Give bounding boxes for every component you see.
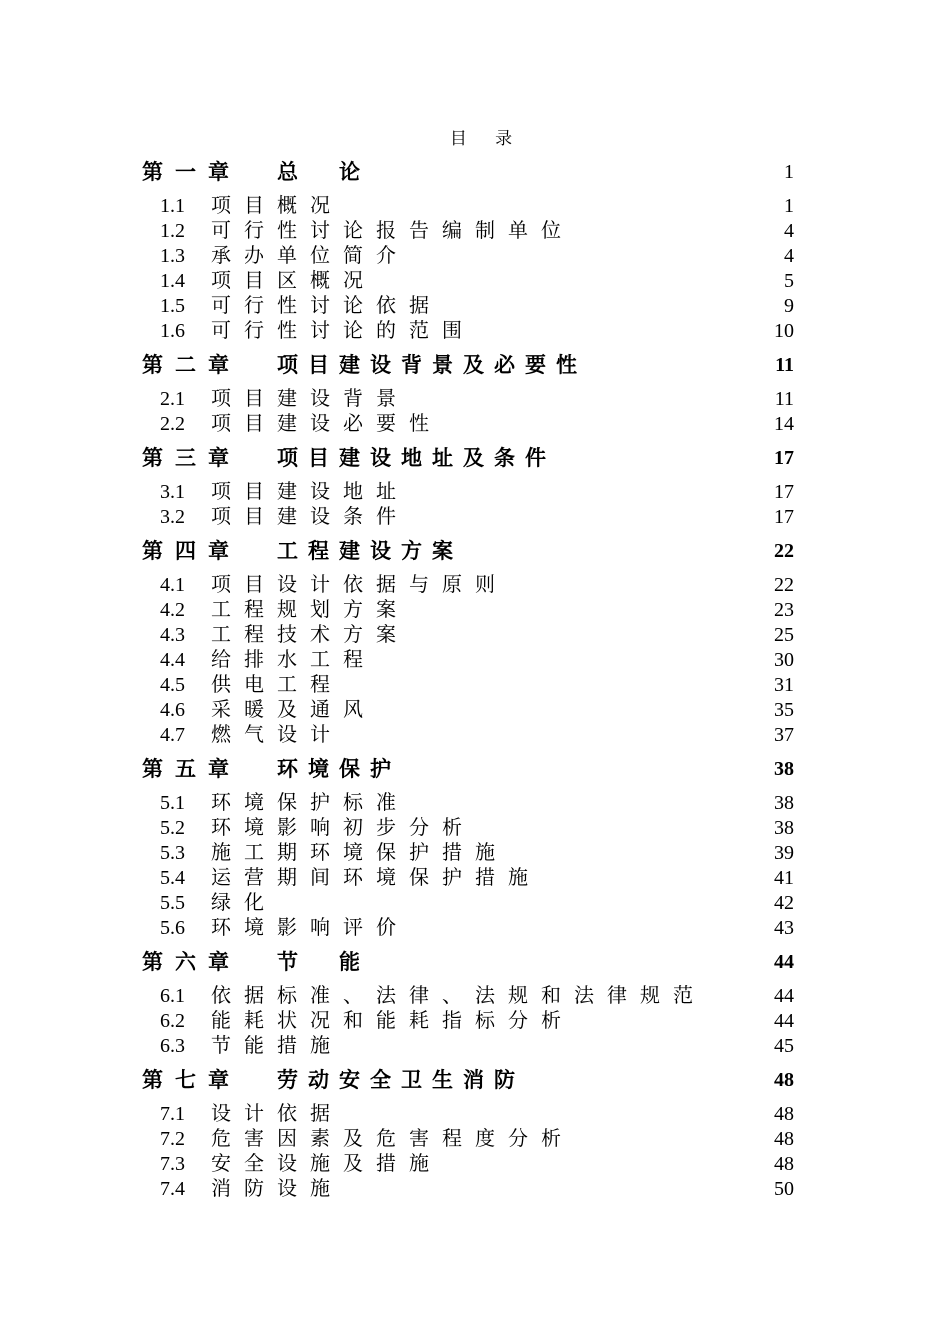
chapter-page-number: 1 (784, 161, 794, 183)
toc-entry[interactable] (0, 480, 950, 505)
table-of-contents (0, 155, 950, 1206)
section-page-number: 35 (774, 699, 794, 721)
chapter-number: 第一章 (142, 160, 241, 184)
section-number: 5.6 (160, 917, 185, 939)
section-number: 5.4 (160, 867, 185, 889)
section-page-number: 39 (774, 842, 794, 864)
chapter-heading[interactable] (0, 752, 950, 786)
section-title: 节能措施 (211, 1035, 343, 1057)
section-number: 3.2 (160, 506, 185, 528)
section-title: 运营期间环境保护措施 (211, 867, 541, 889)
section-title: 设计依据 (211, 1103, 343, 1125)
chapter-number: 第四章 (142, 539, 241, 563)
toc-entry[interactable] (0, 891, 950, 916)
section-page-number: 17 (774, 481, 794, 503)
section-number: 1.3 (160, 245, 185, 267)
toc-entry[interactable] (0, 244, 950, 269)
chapter-number: 第二章 (142, 353, 241, 377)
section-title: 可行性讨论依据 (211, 295, 442, 317)
section-number: 6.1 (160, 985, 185, 1007)
section-list (0, 1097, 950, 1206)
toc-entry[interactable] (0, 1152, 950, 1177)
toc-entry[interactable] (0, 573, 950, 598)
chapter-page-number: 17 (774, 447, 794, 469)
toc-entry[interactable] (0, 623, 950, 648)
section-page-number: 10 (774, 320, 794, 342)
section-list (0, 382, 950, 441)
chapter-heading[interactable] (0, 534, 950, 568)
section-number: 2.1 (160, 388, 185, 410)
toc-entry[interactable] (0, 1034, 950, 1059)
toc-entry[interactable] (0, 1127, 950, 1152)
section-title: 依据标准、法律、法规和法律规范 (211, 985, 706, 1007)
section-page-number: 25 (774, 624, 794, 646)
chapter-number: 第五章 (142, 757, 241, 781)
section-number: 2.2 (160, 413, 185, 435)
section-number: 4.1 (160, 574, 185, 596)
chapter-page-number: 22 (774, 540, 794, 562)
toc-entry[interactable] (0, 1102, 950, 1127)
toc-entry[interactable] (0, 1009, 950, 1034)
section-number: 1.6 (160, 320, 185, 342)
section-list (0, 475, 950, 534)
chapter-page-number: 11 (775, 354, 794, 376)
section-page-number: 48 (774, 1103, 794, 1125)
toc-entry[interactable] (0, 673, 950, 698)
section-title: 项目建设条件 (211, 506, 409, 528)
toc-entry[interactable] (0, 866, 950, 891)
section-title: 采暖及通风 (211, 699, 376, 721)
chapter-page-number: 38 (774, 758, 794, 780)
section-page-number: 43 (774, 917, 794, 939)
section-title: 施工期环境保护措施 (211, 842, 508, 864)
chapter-number: 第三章 (142, 446, 241, 470)
section-page-number: 9 (784, 295, 794, 317)
chapter-number: 第六章 (142, 950, 241, 974)
chapter-heading[interactable] (0, 945, 950, 979)
section-page-number: 30 (774, 649, 794, 671)
section-title: 承办单位简介 (211, 245, 409, 267)
toc-entry[interactable] (0, 269, 950, 294)
toc-entry[interactable] (0, 219, 950, 244)
section-title: 项目建设必要性 (211, 413, 442, 435)
toc-entry[interactable] (0, 194, 950, 219)
section-page-number: 38 (774, 792, 794, 814)
section-number: 1.1 (160, 195, 185, 217)
toc-entry[interactable] (0, 294, 950, 319)
toc-entry[interactable] (0, 505, 950, 530)
toc-entry[interactable] (0, 723, 950, 748)
section-page-number: 42 (774, 892, 794, 914)
section-page-number: 11 (774, 388, 794, 410)
section-number: 4.2 (160, 599, 185, 621)
section-number: 5.1 (160, 792, 185, 814)
section-number: 4.4 (160, 649, 185, 671)
chapter-heading[interactable] (0, 155, 950, 189)
section-list (0, 979, 950, 1063)
toc-entry[interactable] (0, 841, 950, 866)
chapter-page-number: 48 (774, 1069, 794, 1091)
section-title: 能耗状况和能耗指标分析 (211, 1010, 574, 1032)
toc-entry[interactable] (0, 984, 950, 1009)
section-number: 4.7 (160, 724, 185, 746)
section-title: 可行性讨论报告编制单位 (211, 220, 574, 242)
section-title: 环境保护标准 (211, 792, 409, 814)
section-number: 7.3 (160, 1153, 185, 1175)
section-page-number: 45 (774, 1035, 794, 1057)
section-title: 项目建设背景 (211, 388, 409, 410)
toc-entry[interactable] (0, 648, 950, 673)
section-title: 项目区概况 (211, 270, 376, 292)
section-number: 5.2 (160, 817, 185, 839)
section-page-number: 44 (774, 985, 794, 1007)
section-page-number: 23 (774, 599, 794, 621)
toc-title: 目 录 (449, 129, 525, 148)
toc-entry[interactable] (0, 598, 950, 623)
section-number: 1.4 (160, 270, 185, 292)
section-number: 3.1 (160, 481, 185, 503)
section-number: 6.2 (160, 1010, 185, 1032)
section-title: 可行性讨论的范围 (211, 320, 475, 342)
chapter-title: 环境保护 (277, 757, 401, 781)
toc-entry[interactable] (0, 1177, 950, 1202)
section-page-number: 50 (774, 1178, 794, 1200)
section-title: 工程规划方案 (211, 599, 409, 621)
chapter-title: 总 论 (277, 160, 370, 184)
section-title: 供电工程 (211, 674, 343, 696)
section-page-number: 48 (774, 1153, 794, 1175)
section-page-number: 14 (774, 413, 794, 435)
section-number: 7.4 (160, 1178, 185, 1200)
chapter-title: 劳动安全卫生消防 (277, 1068, 525, 1092)
toc-entry[interactable] (0, 816, 950, 841)
section-list (0, 189, 950, 348)
section-number: 1.2 (160, 220, 185, 242)
section-number: 5.5 (160, 892, 185, 914)
chapter-number: 第七章 (142, 1068, 241, 1092)
chapter-page-number: 44 (774, 951, 794, 973)
section-page-number: 5 (784, 270, 794, 292)
section-title: 项目设计依据与原则 (211, 574, 508, 596)
section-title: 消防设施 (211, 1178, 343, 1200)
toc-entry[interactable] (0, 412, 950, 437)
section-number: 6.3 (160, 1035, 185, 1057)
section-number: 1.5 (160, 295, 185, 317)
section-page-number: 31 (774, 674, 794, 696)
section-page-number: 48 (774, 1128, 794, 1150)
chapter-heading[interactable] (0, 348, 950, 382)
section-number: 5.3 (160, 842, 185, 864)
section-page-number: 22 (774, 574, 794, 596)
toc-entry[interactable] (0, 698, 950, 723)
chapter-title: 项目建设地址及条件 (277, 446, 556, 470)
section-title: 环境影响评价 (211, 917, 409, 939)
section-title: 给排水工程 (211, 649, 376, 671)
section-number: 4.5 (160, 674, 185, 696)
section-title: 危害因素及危害程度分析 (211, 1128, 574, 1150)
section-number: 4.3 (160, 624, 185, 646)
section-title: 环境影响初步分析 (211, 817, 475, 839)
section-title: 工程技术方案 (211, 624, 409, 646)
chapter-title: 项目建设背景及必要性 (277, 353, 587, 377)
section-page-number: 38 (774, 817, 794, 839)
section-page-number: 4 (784, 245, 794, 267)
section-list (0, 568, 950, 752)
section-title: 绿化 (211, 892, 277, 914)
toc-entry[interactable] (0, 791, 950, 816)
section-list (0, 786, 950, 945)
section-number: 7.2 (160, 1128, 185, 1150)
section-page-number: 41 (774, 867, 794, 889)
chapter-heading[interactable] (0, 1063, 950, 1097)
chapter-title: 工程建设方案 (277, 539, 463, 563)
section-page-number: 4 (784, 220, 794, 242)
section-number: 7.1 (160, 1103, 185, 1125)
section-title: 项目建设地址 (211, 481, 409, 503)
chapter-title: 节 能 (277, 950, 370, 974)
section-title: 项目概况 (211, 195, 343, 217)
section-title: 安全设施及措施 (211, 1153, 442, 1175)
section-page-number: 44 (774, 1010, 794, 1032)
section-title: 燃气设计 (211, 724, 343, 746)
section-number: 4.6 (160, 699, 185, 721)
toc-entry[interactable] (0, 387, 950, 412)
section-page-number: 17 (774, 506, 794, 528)
toc-entry[interactable] (0, 319, 950, 344)
chapter-heading[interactable] (0, 441, 950, 475)
section-page-number: 1 (784, 195, 794, 217)
toc-entry[interactable] (0, 916, 950, 941)
section-page-number: 37 (774, 724, 794, 746)
